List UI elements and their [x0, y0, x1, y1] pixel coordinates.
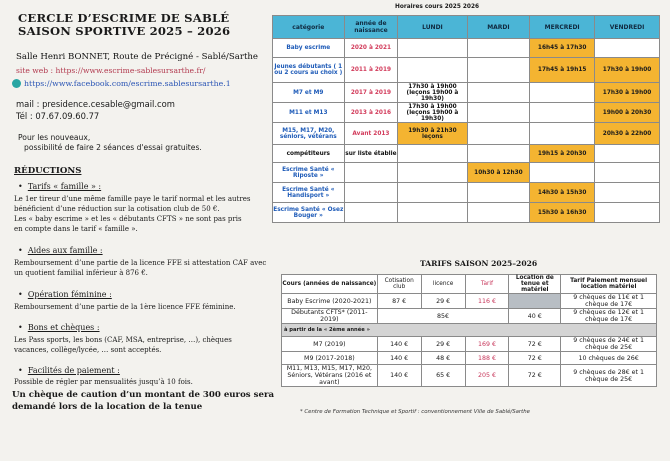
vendredi-cell — [595, 203, 660, 223]
mardi-cell — [467, 103, 530, 123]
licence-cell: 29 € — [421, 337, 465, 352]
lundi-cell — [398, 145, 467, 163]
header-cell: Tarif Paiement mensuel location matériel — [561, 275, 657, 294]
deposit-note — [12, 389, 274, 413]
licence-cell: 85€ — [377, 309, 509, 324]
mardi-cell — [467, 183, 530, 203]
mardi-cell: 10h30 à 12h30 — [467, 163, 530, 183]
lundi-cell — [398, 163, 467, 183]
section-title: • Tarifs « famille » : — [18, 182, 102, 191]
category-cell: compétiteurs — [273, 145, 345, 163]
cours-cell: Baby Escrime (2020-2021) — [282, 294, 378, 309]
tarifs-row — [282, 365, 657, 387]
category-cell: Baby escrime — [273, 39, 345, 58]
section-line: Les « baby escrime » et les « débutants CFTS » ne sont pas pris — [14, 215, 242, 223]
location-cell: 72 € — [509, 352, 561, 365]
header-cell: MARDI — [467, 16, 530, 39]
section-title: • Aides aux famille : — [18, 246, 103, 255]
lundi-cell — [398, 39, 467, 58]
year-cell: 2020 à 2021 — [344, 39, 398, 58]
mercredi-cell: 19h15 à 20h30 — [530, 145, 595, 163]
footnote: * Centre de Formation Technique et Sportif : conventionnement Ville de Sablé/Sarthe — [300, 409, 530, 415]
location-cell: 72 € — [509, 337, 561, 352]
facebook-icon — [12, 79, 21, 88]
schedule-row — [273, 39, 660, 58]
year-cell — [344, 183, 398, 203]
section-line: Le 1er tireur d’une même famille paye le tarif normal et les autres — [14, 195, 251, 203]
mardi-cell — [467, 145, 530, 163]
schedule-row — [273, 163, 660, 183]
section-title: • Facilités de paiement : — [18, 366, 120, 375]
section-title-text: Facilités de paiement : — [27, 366, 120, 375]
vendredi-cell — [595, 145, 660, 163]
phone: Tél : 07.67.09.60.77 — [16, 111, 100, 121]
mensuel-cell: 10 chèques de 26€ — [561, 352, 657, 365]
year-cell: 2011 à 2019 — [344, 58, 398, 83]
section-line: Possible de régler par mensualités jusqu’à 10 fois. — [14, 378, 193, 386]
mercredi-cell: 15h30 à 16h30 — [530, 203, 595, 223]
cours-cell: Débutants CFTS* (2011-2019) — [282, 309, 378, 324]
schedule-row — [273, 103, 660, 123]
website-url[interactable]: https://www.escrime-sablesursarthe.fr/ — [55, 66, 206, 75]
year-cell — [344, 203, 398, 223]
year-cell: 2013 à 2016 — [344, 103, 398, 123]
section-line: Les Pass sports, les bons (CAF, MSA, entreprise, …), chèques — [14, 336, 232, 344]
mercredi-cell — [530, 163, 595, 183]
cours-cell: M11, M13, M15, M17, M20, Séniors, Vétérans (2016 et avant) — [282, 365, 378, 387]
header-cell: catégorie — [273, 16, 345, 39]
tarifs-row — [282, 337, 657, 352]
header-cell: VENDREDI — [595, 16, 660, 39]
lundi-cell — [398, 203, 467, 223]
mercredi-cell: 14h30 à 15h30 — [530, 183, 595, 203]
mardi-cell — [467, 123, 530, 145]
schedule-header-row — [273, 16, 660, 39]
lundi-cell: 17h30 à 19h00 (leçons 19h00 à 19h30) — [398, 83, 467, 103]
cotisation-cell: 140 € — [377, 352, 421, 365]
location-cell: 40 € — [509, 309, 561, 324]
schedule-row — [273, 123, 660, 145]
tarifs-table — [281, 274, 657, 387]
title-line-2: SAISON SPORTIVE 2025 – 2026 — [18, 24, 231, 38]
cotisation-cell: 140 € — [377, 337, 421, 352]
category-cell: M11 et M13 — [273, 103, 345, 123]
schedule-row — [273, 183, 660, 203]
title-line-1: CERCLE D’ESCRIME DE SABLÉ — [18, 11, 230, 25]
category-cell: M7 et M9 — [273, 83, 345, 103]
category-cell: Escrime Santé « Riposte » — [273, 163, 345, 183]
mercredi-cell: 16h45 à 17h30 — [530, 39, 595, 58]
schedule-row — [273, 58, 660, 83]
header-cell: Cours (années de naissance) — [282, 275, 378, 294]
schedule-row — [273, 145, 660, 163]
section-line: vacances, collège/lycée, … sont acceptés. — [14, 346, 162, 354]
category-cell: Escrime Santé « Handisport » — [273, 183, 345, 203]
tarif-cell: 188 € — [465, 352, 509, 365]
mercredi-cell — [530, 123, 595, 145]
header-cell: licence — [421, 275, 465, 294]
location-cell: 72 € — [509, 365, 561, 387]
vendredi-cell: 19h00 à 20h30 — [595, 103, 660, 123]
header-cell: MERCREDI — [530, 16, 595, 39]
mensuel-cell: 9 chèques de 28€ et 1 chèque de 25€ — [561, 365, 657, 387]
tarifs-row — [282, 294, 657, 309]
tarif-cell: 205 € — [465, 365, 509, 387]
mensuel-cell: 9 chèques de 11€ et 1 chèque de 17€ — [561, 294, 657, 309]
tarifs-row — [282, 309, 657, 324]
schedule-table — [272, 15, 660, 223]
section-line: bénéficient d’une réduction sur la cotisation club de 50 €. — [14, 205, 220, 213]
vendredi-cell: 17h30 à 19h00 — [595, 83, 660, 103]
deposit-line-2: demandé lors de la location de la tenue — [12, 402, 203, 412]
cotisation-cell: 87 € — [377, 294, 421, 309]
email: mail : presidence.cesable@gmail.com — [16, 99, 175, 109]
trial-note-2: possibilité de faire 2 séances d'essai gratuites. — [24, 143, 202, 152]
mercredi-cell — [530, 83, 595, 103]
cours-cell: M9 (2017-2018) — [282, 352, 378, 365]
tarifs-band-row — [282, 324, 657, 337]
mercredi-cell: 17h45 à 19h15 — [530, 58, 595, 83]
tarif-cell: 116 € — [465, 294, 509, 309]
mensuel-cell: 9 chèques de 12€ et 1 chèque de 17€ — [561, 309, 657, 324]
section-body — [14, 377, 193, 387]
lundi-cell — [398, 58, 467, 83]
year-cell: 2017 à 2019 — [344, 83, 398, 103]
header-cell: Location de tenue et matériel — [509, 275, 561, 294]
band-label: à partir de la « 2ème année » — [282, 324, 657, 337]
section-line: en compte dans le tarif « famille ». — [14, 225, 138, 233]
category-cell: M15, M17, M20, séniors, vétérans — [273, 123, 345, 145]
year-cell — [344, 163, 398, 183]
section-line: Remboursement d’une partie de la 1ère licence FFE féminine. — [14, 303, 236, 311]
vendredi-cell: 17h30 à 19h00 — [595, 58, 660, 83]
section-body — [14, 258, 266, 278]
section-line: Remboursement d’une partie de la licence FFE si attestation CAF avec — [14, 259, 267, 267]
cours-cell: M7 (2019) — [282, 337, 378, 352]
vendredi-cell — [595, 183, 660, 203]
schedule-row — [273, 203, 660, 223]
deposit-line-1: Un chèque de caution d’un montant de 300 euros sera — [12, 390, 275, 400]
lundi-cell: 17h30 à 19h00 (leçons 19h00 à 19h30) — [398, 103, 467, 123]
header-cell: LUNDI — [398, 16, 467, 39]
tarif-cell: 169 € — [465, 337, 509, 352]
section-body — [14, 194, 250, 234]
trial-note-1: Pour les nouveaux, — [18, 133, 91, 142]
section-title: • Bons et chèques : — [18, 323, 100, 332]
schedule-row — [273, 83, 660, 103]
licence-cell: 48 € — [421, 352, 465, 365]
tarifs-header-row — [282, 275, 657, 294]
mensuel-cell: 9 chèques de 24€ et 1 chèque de 25€ — [561, 337, 657, 352]
category-cell: Jeunes débutants ( 1 ou 2 cours au choix ) — [273, 58, 345, 83]
header-cell: Cotisation club — [377, 275, 421, 294]
lundi-cell — [398, 183, 467, 203]
mardi-cell — [467, 58, 530, 83]
section-title-text: Opération féminine : — [27, 290, 112, 299]
mardi-cell — [467, 203, 530, 223]
vendredi-cell: 20h30 à 22h00 — [595, 123, 660, 145]
mardi-cell — [467, 83, 530, 103]
year-cell: sur liste établie — [344, 145, 398, 163]
tarifs-title: TARIFS SAISON 2025–2026 — [420, 259, 538, 268]
year-cell: Avant 2013 — [344, 123, 398, 145]
website-label: site web : — [16, 66, 56, 75]
section-title-text: Tarifs « famille » : — [27, 182, 102, 191]
vendredi-cell — [595, 39, 660, 58]
section-line: un quotient familial inférieur à 876 €. — [14, 269, 148, 277]
tarifs-row — [282, 352, 657, 365]
location-cell — [509, 294, 561, 309]
facebook-link[interactable] — [12, 79, 231, 88]
licence-cell: 29 € — [421, 294, 465, 309]
licence-cell: 65 € — [421, 365, 465, 387]
page-title — [18, 12, 230, 38]
website[interactable] — [16, 66, 205, 75]
address: Salle Henri BONNET, Route de Précigné - Sablé/Sarthe — [16, 52, 259, 62]
vendredi-cell — [595, 163, 660, 183]
section-title-text: Aides aux famille : — [27, 246, 103, 255]
schedule-title: Horaires cours 2025 2026 — [395, 4, 480, 10]
reductions-heading: RÉDUCTIONS — [14, 166, 82, 176]
cotisation-cell: 140 € — [377, 365, 421, 387]
header-cell: année de naissance — [344, 16, 398, 39]
header-cell: Tarif — [465, 275, 509, 294]
section-body — [14, 302, 236, 312]
mercredi-cell — [530, 103, 595, 123]
mardi-cell — [467, 39, 530, 58]
section-body — [14, 335, 232, 355]
lundi-cell: 19h30 à 21h30 leçons — [398, 123, 467, 145]
facebook-url[interactable]: https://www.facebook.com/escrime.sablesursarthe.1 — [24, 79, 231, 88]
category-cell: Escrime Santé « Osez Bouger » — [273, 203, 345, 223]
section-title-text: Bons et chèques : — [27, 323, 100, 332]
section-title: • Opération féminine : — [18, 290, 112, 299]
